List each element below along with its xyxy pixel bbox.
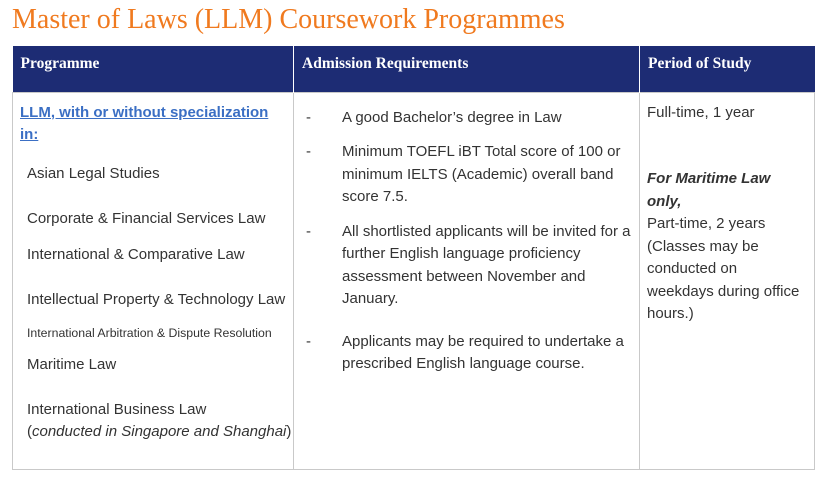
header-programme: Programme: [13, 46, 294, 92]
header-admission-requirements: Admission Requirements: [294, 46, 640, 92]
list-item: [302, 221, 631, 311]
header-period-of-study: Period of Study: [640, 46, 815, 92]
parttime-note: (Classes may be conducted on weekdays during office hours.): [647, 237, 800, 322]
bullet-dash: -: [306, 222, 311, 240]
period-cell: [640, 92, 815, 469]
programme-cell: [13, 92, 294, 469]
parttime-duration: Part-time, 2 years: [647, 215, 766, 232]
requirement-text: A good Bachelor’s degree in Law: [342, 108, 562, 126]
bullet-dash: -: [306, 332, 311, 350]
list-item: [302, 141, 631, 209]
admission-cell: [294, 92, 640, 469]
ibl-location-note: [27, 421, 291, 443]
specialization-international-business-law: International Business Law: [27, 400, 207, 418]
ibl-note-close: ): [286, 422, 292, 440]
list-item: [302, 107, 631, 130]
programmes-table: [12, 46, 815, 470]
maritime-only-heading: For Maritime Law only,: [647, 170, 771, 210]
requirement-text: All shortlisted applicants will be invited for a further English language proficiency assessment between November and January.: [342, 222, 631, 307]
specialization-ip-technology: Intellectual Property & Technology Law: [27, 290, 286, 308]
table-row: [13, 92, 815, 469]
list-item: [302, 331, 631, 376]
specialization-asian-legal-studies: Asian Legal Studies: [27, 164, 160, 182]
specialization-arbitration: International Arbitration & Dispute Resolution: [27, 325, 272, 340]
bullet-dash: -: [306, 143, 311, 160]
ibl-note-open: (: [27, 422, 32, 440]
page-title: Master of Laws (LLM) Coursework Programmes: [12, 4, 565, 35]
specialization-international-comparative: International & Comparative Law: [27, 245, 245, 263]
requirement-text: Minimum TOEFL iBT Total score of 100 or minimum IELTS (Academic) overall band score 7.5.: [342, 143, 621, 205]
bullet-dash: -: [306, 108, 311, 126]
fulltime-duration: Full-time, 1 year: [647, 103, 755, 121]
specialization-corporate-financial: Corporate & Financial Services Law: [27, 209, 266, 227]
ibl-note-italic: conducted in Singapore and Shanghai: [32, 422, 287, 440]
specialization-link[interactable]: LLM, with or without specialization in:: [20, 103, 269, 143]
table-header-row: [13, 46, 815, 92]
requirement-text: Applicants may be required to undertake a prescribed English language course.: [342, 332, 624, 372]
specialization-maritime-law: Maritime Law: [27, 355, 117, 373]
